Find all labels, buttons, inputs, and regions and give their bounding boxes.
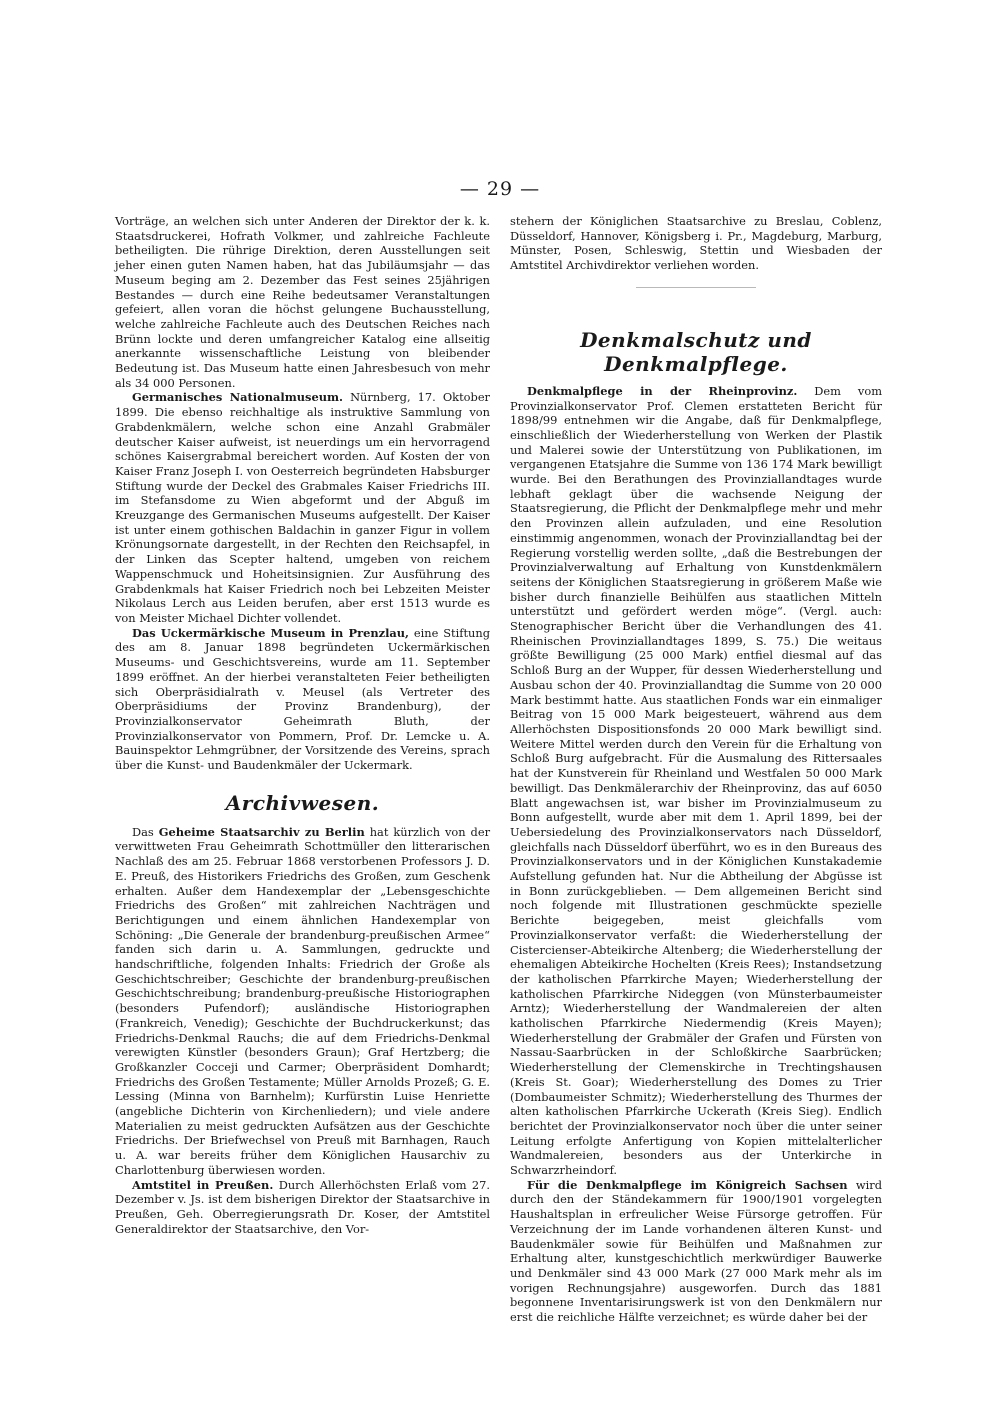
text-sachsen: wird durch den der Ständekammern für 1900/1901 vorgelegten Haushaltsplan in erfreulicher Weise Fürsorge getroffen. Für Verzeichnung der im Lande vorhandenen älteren Kunst- und Baudenkmäler sowie für Beihülfen und Maßnahmen zur Erhaltung alter, kunstgeschichtlich merkwürdiger Bauwerke und Denkmäler sind 43 000 Mark (27 000 Mark mehr als im vorigen Rechnungsjahre) ausgeworfen. Durch das 1881 begonnene Inventarisirungswerk ist von den Denkmälern nur erst die reichliche Hälfte verzeichnet; es würde daher bei der — [510, 1177, 883, 1325]
text-uckermaerkisches-museum: eine Stiftung des am 8. Januar 1898 begründeten Uckermärkischen Museums- und Geschichtsvereins, wurde am 11. September 1899 eröffnet. An der hierbei veranstalteten Feier betheiligten sich Oberpräsidialrath v. Meusel (als Vertreter des Oberpräsidiums der Provinz Brandenburg), der Provinzialkonservator Geheimrath Bluth, der Provinzialkonservator von Pommern, Prof. Dr. Lemcke u. A. Bauinspektor Lehmgrübner, der Vorsitzende des Vereins, sprach über die Kunst- und Baudenkmäler der Uckermark. — [115, 625, 490, 773]
right-column — [510, 214, 882, 1325]
paragraph-rheinprovinz — [510, 384, 882, 1178]
prefix-staatsarchiv-berlin: Das — [132, 824, 154, 839]
lead-germanisches-museum: Germanisches Nationalmuseum. — [132, 390, 343, 405]
text-rheinprovinz: Dem vom Provinzialkonservator Prof. Clemen erstatteten Bericht für 1898/99 entnehmen wir die Angabe, daß für Denkmalpflege, einschließlich der Wiederherstellung von Werken der Plastik und Malerei sowie der Unterstützung von Publikationen, im vergangenen Etatsjahre die Summe von 136 174 Mark bewilligt wurde. Bei den Berathungen des Provinziallandtages wurde lebhaft geklagt über die wachsende Neigung der Staatsregierung, die Pflicht der Denkmalpflege mehr und mehr den Provinzen allein aufzuladen, und eine Resolution einstimmig angenommen, wonach der Provinziallandtag bei der Regierung vorstellig werden sollte, „daß die Bestrebungen der Provinzialverwaltung auf Erhaltung von Kunstdenkmälern seitens der Königlichen Staatsregierung in größerem Maße wie bisher durch finanzielle Beihülfen aus staatlichen Mitteln unterstützt und gefördert werden möge“. (Vergl. auch: Stenographischer Bericht über die Verhandlungen des 41. Rheinischen Provinziallandtages 1899, S. 75.) Die weitaus größte Bewilligung (25 000 Mark) entfiel diesmal auf das Schloß Burg an der Wupper, für dessen Wiederherstellung und Ausbau schon der 40. Provinziallandtag die Summe von 20 000 Mark bestimmt hatte. Aus staatlichen Fonds war ein einmaliger Beitrag von 15 000 Mark beigesteuert, während aus dem Allerhöchsten Dispositionsfonds 20 000 Mark bewilligt sind. Weitere Mittel werden durch den Verein für die Erhaltung von Schloß Burg aufgebracht. Für die Ausmalung des Rittersaales hat der Kunstverein für Rheinland und Westfalen 50 000 Mark bewilligt. Das Denkmälerarchiv der Rheinprovinz, das auf 6050 Blatt angewachsen ist, war bisher im Provinzialmuseum zu Bonn aufgestellt, wurde aber mit dem 1. April 1899, bei der Uebersiedelung des Provinzialkonservators nach Düsseldorf, gleichfalls nach Düsseldorf überführt, wo es in den Bureaus des Provinzialkonservators und in der Königlichen Kunstakademie Aufstellung gefunden hat. Nur die Abtheilung der Abgüsse ist in Bonn zurückgeblieben. — Dem allgemeinen Bericht sind noch folgende mit Illustrationen geschmückte spezielle Berichte beigegeben, meist gleichfalls vom Provinzialkonservator verfaßt: die Wiederherstellung der Cistercienser-Abteikirche Altenberg; die Wiederherstellung der ehemaligen Abteikirche Hochelten (Kreis Rees); Instandsetzung der katholischen Pfarrkirche Mayen; Wiederherstellung der katholischen Pfarrkirche Nideggen (von Münsterbaumeister Arntz); Wiederherstellung der Wandmalereien der alten katholischen Pfarrkirche Niedermendig (Kreis Mayen); Wiederherstellung der Grabmäler der Grafen und Fürsten von Nassau-Saarbrücken in der Schloßkirche Saarbrücken; Wiederherstellung der Clemenskirche in Trechtingshausen (Kreis St. Goar); Wiederherstellung des Domes zu Trier (Dombaumeister Schmitz); Wiederherstellung des Thurmes der alten katholischen Pfarrkirche Uckerath (Kreis Sieg). Endlich berichtet der Provinzialkonservator noch über die unter seiner Leitung erfolgte Anfertigung von Kopien mittelalterlicher Wandmalereien, besonders aus der Unterkirche in Schwarzrheindorf. — [510, 383, 883, 1178]
paragraph-uckermaerkisches-museum — [115, 626, 490, 773]
left-column — [115, 214, 490, 1236]
text-staatsarchiv-berlin: hat kürzlich von der verwittweten Frau Geheimrath Schottmüller den litterarischen Nachlaß des am 25. Februar 1868 verstorbenen Professors J. D. E. Preuß, des Historikers Friedrichs des Großen, zum Geschenk erhalten. Außer dem Handexemplar der „Lebensgeschichte Friedrichs des Großen“ mit zahlreichen Nachträgen und Berichtigungen und einem ähnlichen Handexemplar von Schöning: „Die Generale der brandenburg-preußischen Armee“ fanden sich darin u. A. Sammlungen, gedruckte und handschriftliche, folgenden Inhalts: Friedrich der Große als Geschichtschreiber; Geschichte der brandenburg-preußischen Geschichtschreibung; brandenburg-preußische Historiographen (besonders Pufendorf); ausländische Historiographen (Frankreich, Venedig); Geschichte der Buchdruckerkunst; das Friedrichs-Denkmal Rauchs; die auf dem Friedrichs-Denkmal verewigten Künstler (besonders Graun); Graf Hertzberg; die Großkanzler Cocceji und Carmer; Oberpräsident Domhardt; Friedrichs des Großen Testamente; Müller Arnolds Prozeß; G. E. Lessing (Minna von Barnhelm); Kurfürstin Luise Henriette (angebliche Dichterin von Kirchenliedern); und viele andere Materialien zu meist gedruckten Aufsätzen aus der Geschichte Friedrichs. Der Briefwechsel von Preuß mit Barnhagen, Rauch u. A. war bereits früher dem Königlichen Hausarchiv zu Charlottenburg überwiesen worden. — [115, 824, 491, 1177]
lead-sachsen: Für die Denkmalpflege im Königreich Sachsen — [527, 1177, 848, 1192]
paragraph-archivdirektor: stehern der Königlichen Staatsarchive zu Breslau, Coblenz, Düsseldorf, Hannover, Königsberg i. Pr., Magdeburg, Marburg, Münster, Posen, Schleswig, Stettin und Wiesbaden der Amtstitel Archivdirektor verliehen worden. — [510, 214, 882, 273]
text-germanisches-museum: Nürnberg, 17. Oktober 1899. Die ebenso reichhaltige als instruktive Sammlung von Grabdenkmälern, welche schon eine Anzahl Grabmäler deutscher Kaiser aufweist, ist neuerdings um ein hervorragend schönes Kaisergrabmal bereichert worden. Auf Kosten der von Kaiser Franz Joseph I. von Oesterreich begründeten Habsburger Stiftung wurde der Deckel des Grabmales Kaiser Friedrichs III. im Stefansdome zu Wien abgeformt und der Abguß im Kreuzgange des Germanischen Museums aufgestellt. Der Kaiser ist unter einem gothischen Baldachin in ganzer Figur in vollem Krönungsornate dargestellt, in der Rechten den Reichsapfel, in der Linken das Scepter haltend, umgeben von reichem Wappenschmuck und Hoheitsinsignien. Zur Ausführung des Grabdenkmals hat Kaiser Friedrich noch bei Lebzeiten Meister Nikolaus Lerch aus Leiden berufen, aber erst 1513 wurde es von Meister Michael Dichter vollendet. — [115, 390, 490, 625]
text-amtstitel-preussen: Durch Allerhöchsten Erlaß vom 27. Dezember v. Js. ist dem bisherigen Direktor der Staatsarchive in Preußen, Geh. Oberregierungsrath Dr. Koser, der Amtstitel Generaldirektor der Staatsarchive, den Vor- — [115, 1177, 490, 1236]
lead-amtstitel-preussen: Amtstitel in Preußen. — [132, 1177, 274, 1192]
lead-staatsarchiv-berlin: Geheime Staatsarchiv zu Berlin — [158, 824, 365, 839]
paragraph-staatsarchiv-berlin — [115, 825, 490, 1178]
lead-rheinprovinz: Denkmalpflege in der Rheinprovinz. — [527, 383, 798, 398]
paragraph-germanisches-museum — [115, 390, 490, 625]
paragraph-lectures: Vorträge, an welchen sich unter Anderen der Direktor der k. k. Staatsdruckerei, Hofrath Volkmer, und zahlreiche Fachleute betheiligten. Die rührige Direktion, deren Ausstellungen seit jeher einen guten Namen haben, hat das Jubiläumsjahr — das Museum beging am 2. Dezember das Fest seines 25jährigen Bestandes — durch eine Reihe bedeutsamer Veranstaltungen gefeiert, allen voran die höchst gelungene Buchausstellung, welche zahlreiche Fachleute auch des Deutschen Reiches nach Brünn lockte und deren umfangreicher Katalog eine allseitig anerkannte wissenschaftliche Leistung von bleibender Bedeutung ist. Das Museum hatte einen Jahresbesuch von mehr als 34 000 Personen. — [115, 214, 490, 390]
lead-uckermaerkisches-museum: Das Uckermärkische Museum in Prenzlau, — [132, 625, 410, 640]
section-heading-denkmalschutz: Denkmalschutz und Denkmalpflege. — [580, 327, 812, 376]
paragraph-sachsen — [510, 1178, 882, 1325]
section-heading-archivwesen: Archivwesen. — [225, 790, 380, 815]
section-divider — [636, 287, 756, 288]
paragraph-amtstitel-preussen — [115, 1178, 490, 1237]
page-number: — 29 — — [459, 178, 541, 200]
